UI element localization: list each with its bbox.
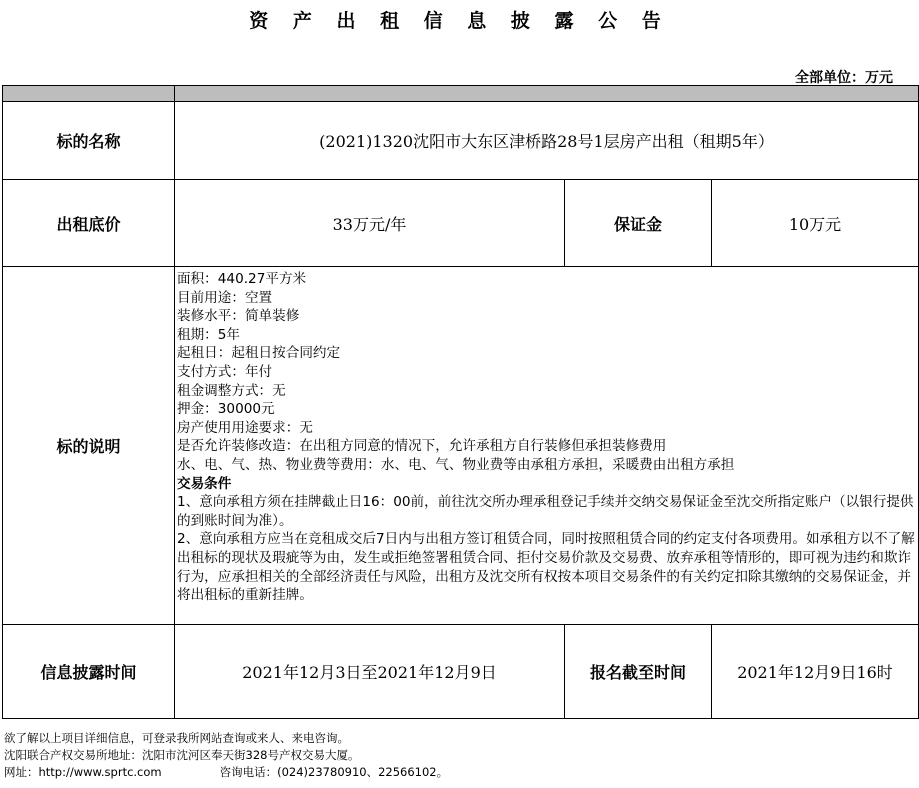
desc-line-decoration: 装修水平：简单装修 xyxy=(177,308,300,325)
page-title: 资 产 出 租 信 息 披 露 公 告 xyxy=(249,10,670,32)
footer xyxy=(4,730,448,781)
desc-line-renovation: 是否允许装修改造：在出租方同意的情况下，允许承租方自行装修但承担装修费用 xyxy=(177,438,667,455)
header-cell-right xyxy=(175,86,919,102)
footer-line-contact xyxy=(4,764,448,781)
condition-item-1: 1、意向承租方须在挂牌截止日16：00前，前往沈交所办理承租登记手续并交纳交易保证金至沈交所指定账户（以银行提供的到账时间为准）。 xyxy=(177,494,914,529)
desc-line-term: 租期：5年 xyxy=(177,326,241,343)
deposit-value: 10万元 xyxy=(712,180,919,267)
desc-line-use: 目前用途：空置 xyxy=(177,289,273,306)
condition-item-2: 2、意向承租方应当在竞租成交后7日内与出租方签订租赁合同，同时按照租赁合同的约定支付各项费用。如承租方以不了解出租标的现状及瑕疵等为由，发生或拒绝签署租赁合同、拒付交易价款及交易费、放弃承租等情形的，即可视为违约和欺诈行为，应承担相关的全部经济责任与风险，出租方及沈交所有权按本项目交易条件的有关约定扣除其缴纳的交易保证金，并将出租标的重新挂牌。 xyxy=(177,531,915,604)
description-content xyxy=(175,267,919,625)
website-link[interactable]: 网址：http://www.sprtc.com xyxy=(4,765,162,779)
row-period xyxy=(3,625,919,719)
description-label: 标的说明 xyxy=(3,267,175,625)
header-bar xyxy=(3,86,919,102)
disclosure-table xyxy=(2,85,919,719)
row-target-name xyxy=(3,102,919,180)
desc-line-fees: 水、电、气、热、物业费等费用：水、电、气、物业费等由承租方承担，采暖费由出租方承担 xyxy=(177,456,735,473)
reserve-price-label: 出租底价 xyxy=(3,180,175,267)
footer-line-address: 沈阳联合产权交易所地址：沈阳市沈河区奉天街328号产权交易大厦。 xyxy=(4,748,360,762)
disclosure-period-label: 信息披露时间 xyxy=(3,625,175,719)
desc-line-payment: 支付方式：年付 xyxy=(177,363,273,380)
row-description xyxy=(3,267,919,625)
unit-label: 全部单位：万元 xyxy=(795,70,893,86)
desc-line-usage-requirement: 房产使用用途要求：无 xyxy=(177,419,313,436)
deposit-label: 保证金 xyxy=(565,180,712,267)
desc-line-start-date: 起租日：起租日按合同约定 xyxy=(177,345,341,362)
disclosure-period-value: 2021年12月3日至2021年12月9日 xyxy=(175,625,565,719)
desc-line-area: 面积：440.27平方米 xyxy=(177,271,307,287)
desc-line-rent-adjust: 租金调整方式：无 xyxy=(177,382,286,399)
registration-deadline-value: 2021年12月9日16时 xyxy=(712,625,919,719)
conditions-title: 交易条件 xyxy=(177,475,232,492)
desc-line-deposit: 押金：30000元 xyxy=(177,401,275,418)
reserve-price-value: 33万元/年 xyxy=(175,180,565,267)
target-name-label: 标的名称 xyxy=(3,102,175,180)
header-cell-left xyxy=(3,86,175,102)
phone-text: 咨询电话：(024)23780910、22566102。 xyxy=(219,765,449,779)
registration-deadline-label: 报名截至时间 xyxy=(565,625,712,719)
row-price xyxy=(3,180,919,267)
target-name-value: (2021)1320沈阳市大东区津桥路28号1层房产出租（租期5年） xyxy=(175,102,919,180)
footer-line-inquiry: 欲了解以上项目详细信息，可登录我所网站查询或来人、来电咨询。 xyxy=(4,731,349,745)
